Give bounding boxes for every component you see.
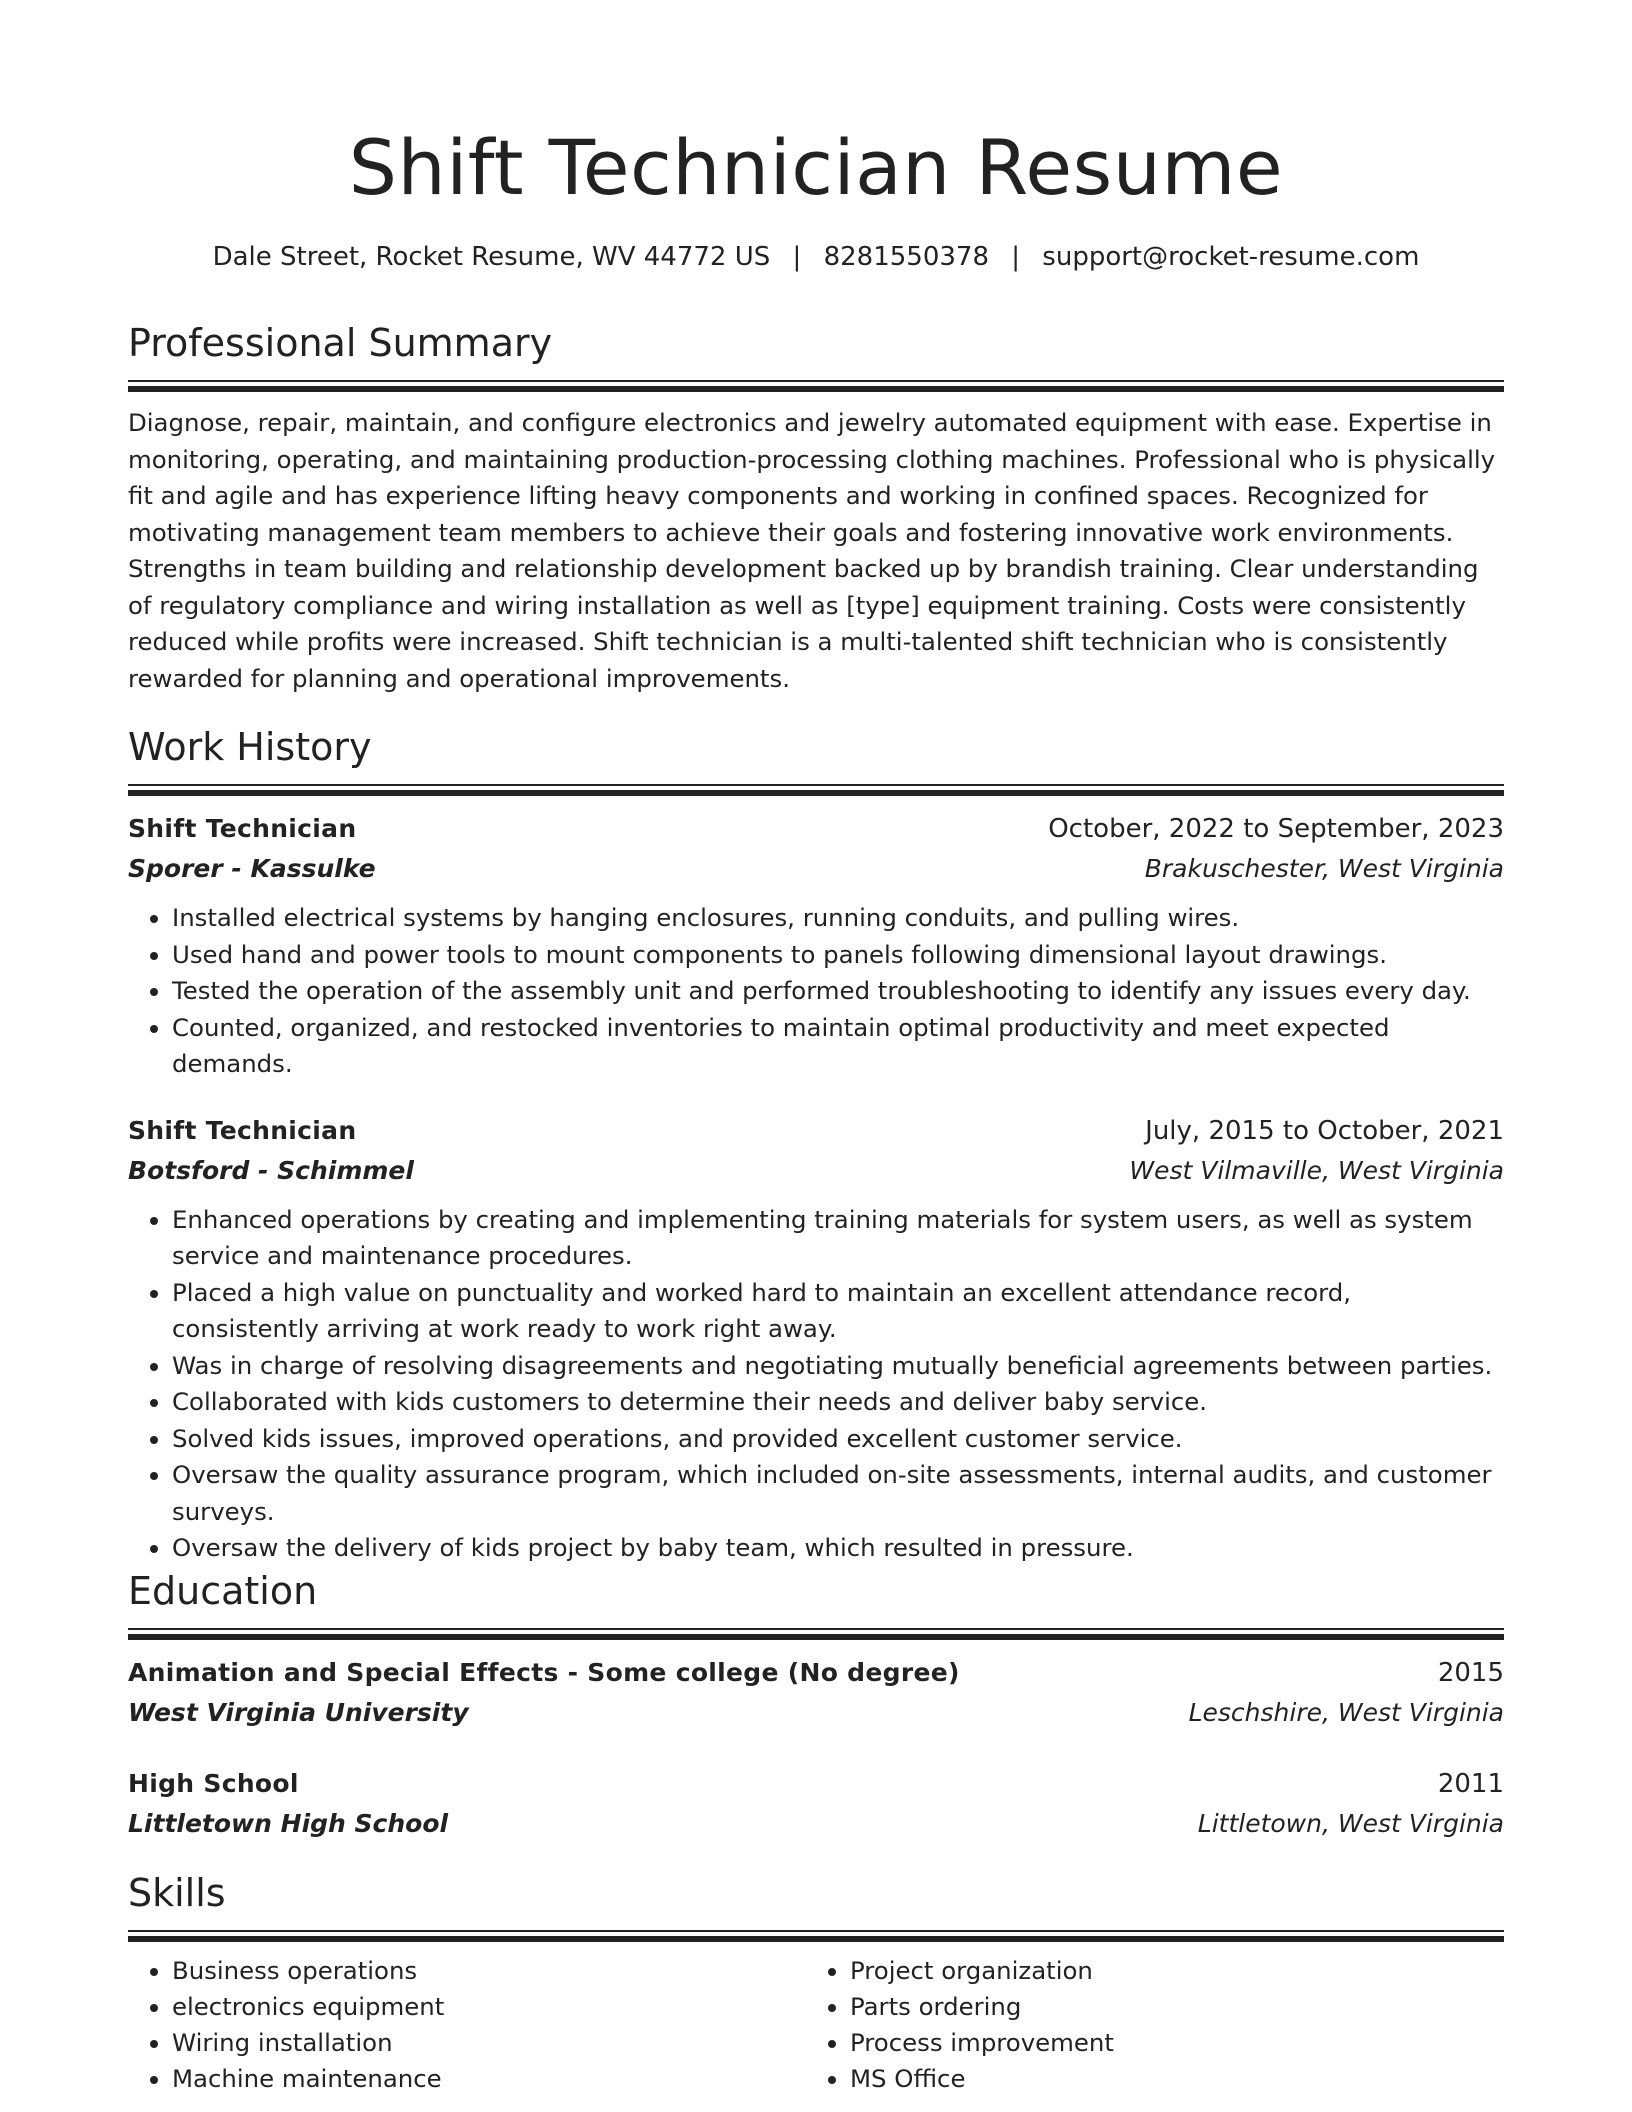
section-divider [128, 1628, 1504, 1639]
job-title: Shift Technician [128, 1115, 357, 1145]
job-bullets [128, 1202, 1504, 1567]
skill-item: • Business operations [172, 1953, 806, 1989]
skills-column-left [128, 1953, 806, 2097]
job-company-row [128, 849, 1504, 888]
education-degree: Animation and Special Effects - Some college (No degree) [128, 1658, 960, 1687]
job-bullets [128, 900, 1504, 1083]
job-header-row [128, 809, 1504, 849]
education-school: Littletown High School [128, 1809, 449, 1838]
skill-item: • electronics equipment [172, 1989, 806, 2025]
skill-item: • Project organization [850, 1953, 1484, 1989]
contact-address: Dale Street, Rocket Resume, WV 44772 US [212, 242, 771, 272]
job-bullet: • Counted, organized, and restocked inventories to maintain optimal productivity and meet expected demands. [172, 1010, 1504, 1083]
job-bullet: • Enhanced operations by creating and implementing training materials for system users, as well as system service and maintenance procedures. [172, 1202, 1504, 1275]
job-bullet: • Was in charge of resolving disagreements and negotiating mutually beneficial agreements between parties. [172, 1348, 1504, 1385]
contact-separator: | [1011, 242, 1021, 272]
education-school-row [128, 1804, 1504, 1843]
job-location: Brakuschester, West Virginia [1144, 854, 1504, 883]
summary-section [128, 318, 1504, 697]
education-school-row [128, 1693, 1504, 1732]
education-header-row [128, 1764, 1504, 1804]
job-bullet: • Used hand and power tools to mount components to panels following dimensional layout drawings. [172, 937, 1504, 974]
skills-column-right [806, 1953, 1484, 2097]
job-bullet: • Tested the operation of the assembly unit and performed troubleshooting to identify any issues every day. [172, 973, 1504, 1010]
skill-item: • Parts ordering [850, 1989, 1484, 2025]
work-history-heading: Work History [128, 725, 372, 769]
job-title: Shift Technician [128, 814, 357, 843]
education-year: 2015 [1437, 1658, 1504, 1688]
skill-item: • Wiring installation [172, 2025, 806, 2061]
contact-phone: 8281550378 [823, 242, 989, 272]
skills-columns [128, 1953, 1504, 2097]
education-degree: High School [128, 1769, 299, 1798]
section-divider [128, 1930, 1504, 1941]
job-header-row [128, 1111, 1504, 1151]
skills-section [128, 1868, 1504, 2097]
job-entry [128, 809, 1504, 1083]
skills-list [806, 1953, 1484, 2097]
work-history-section [128, 722, 1504, 1567]
summary-heading: Professional Summary [128, 321, 553, 365]
job-bullet: • Installed electrical systems by hanging enclosures, running conduits, and pulling wires. [172, 900, 1504, 937]
skills-list [128, 1953, 806, 2097]
job-dates: July, 2015 to October, 2021 [1145, 1115, 1504, 1146]
education-school: West Virginia University [128, 1698, 469, 1727]
section-divider [128, 784, 1504, 795]
education-heading: Education [128, 1569, 318, 1613]
education-section [128, 1566, 1504, 1843]
resume-title: Shift Technician Resume [348, 123, 1284, 212]
education-entry [128, 1653, 1504, 1732]
job-dates: October, 2022 to September, 2023 [1048, 814, 1504, 844]
contact-separator: | [792, 242, 802, 272]
job-bullet: • Solved kids issues, improved operations, and provided excellent customer service. [172, 1421, 1504, 1458]
education-entry [128, 1764, 1504, 1843]
job-company-row [128, 1151, 1504, 1190]
education-header-row [128, 1653, 1504, 1693]
education-year: 2011 [1437, 1769, 1504, 1799]
skill-item: • Machine maintenance [172, 2061, 806, 2097]
contact-line [128, 238, 1504, 276]
job-bullet: • Collaborated with kids customers to determine their needs and deliver baby service. [172, 1384, 1504, 1421]
job-company: Sporer - Kassulke [128, 854, 376, 883]
job-bullet: • Oversaw the quality assurance program, which included on-site assessments, internal audits, and customer surveys. [172, 1457, 1504, 1530]
job-location: West Vilmaville, West Virginia [1129, 1155, 1504, 1185]
job-company: Botsford - Schimmel [128, 1155, 414, 1185]
education-location: Leschshire, West Virginia [1188, 1698, 1504, 1727]
education-location: Littletown, West Virginia [1197, 1809, 1504, 1838]
section-divider [128, 380, 1504, 391]
contact-email: support@rocket-resume.com [1042, 242, 1420, 272]
job-entry [128, 1111, 1504, 1567]
skills-heading: Skills [128, 1871, 226, 1915]
job-bullet: • Placed a high value on punctuality and worked hard to maintain an excellent attendance record, consistently arriving at work ready to work right away. [172, 1275, 1504, 1348]
summary-text: Diagnose, repair, maintain, and configure electronics and jewelry automated equipment with ease. Expertise in monitoring, operating, and maintaining production-processing clothing machines. Professional who is physically fit and agile and has experience lifting heavy components and working in confined spaces. Recognized for motivating management team members to achieve their goals and fostering innovative work environments. Strengths in team building and relationship development backed up by brandish training. Clear understanding of regulatory compliance and wiring installation as well as [type] equipment training. Costs were consistently reduced while profits were increased. Shift technician is a multi-talented shift technician who is consistently rewarded for planning and operational improvements. [128, 408, 1496, 693]
job-bullet: • Oversaw the delivery of kids project by baby team, which resulted in pressure. [172, 1530, 1504, 1567]
skill-item: • MS Office [850, 2061, 1484, 2097]
skill-item: • Process improvement [850, 2025, 1484, 2061]
